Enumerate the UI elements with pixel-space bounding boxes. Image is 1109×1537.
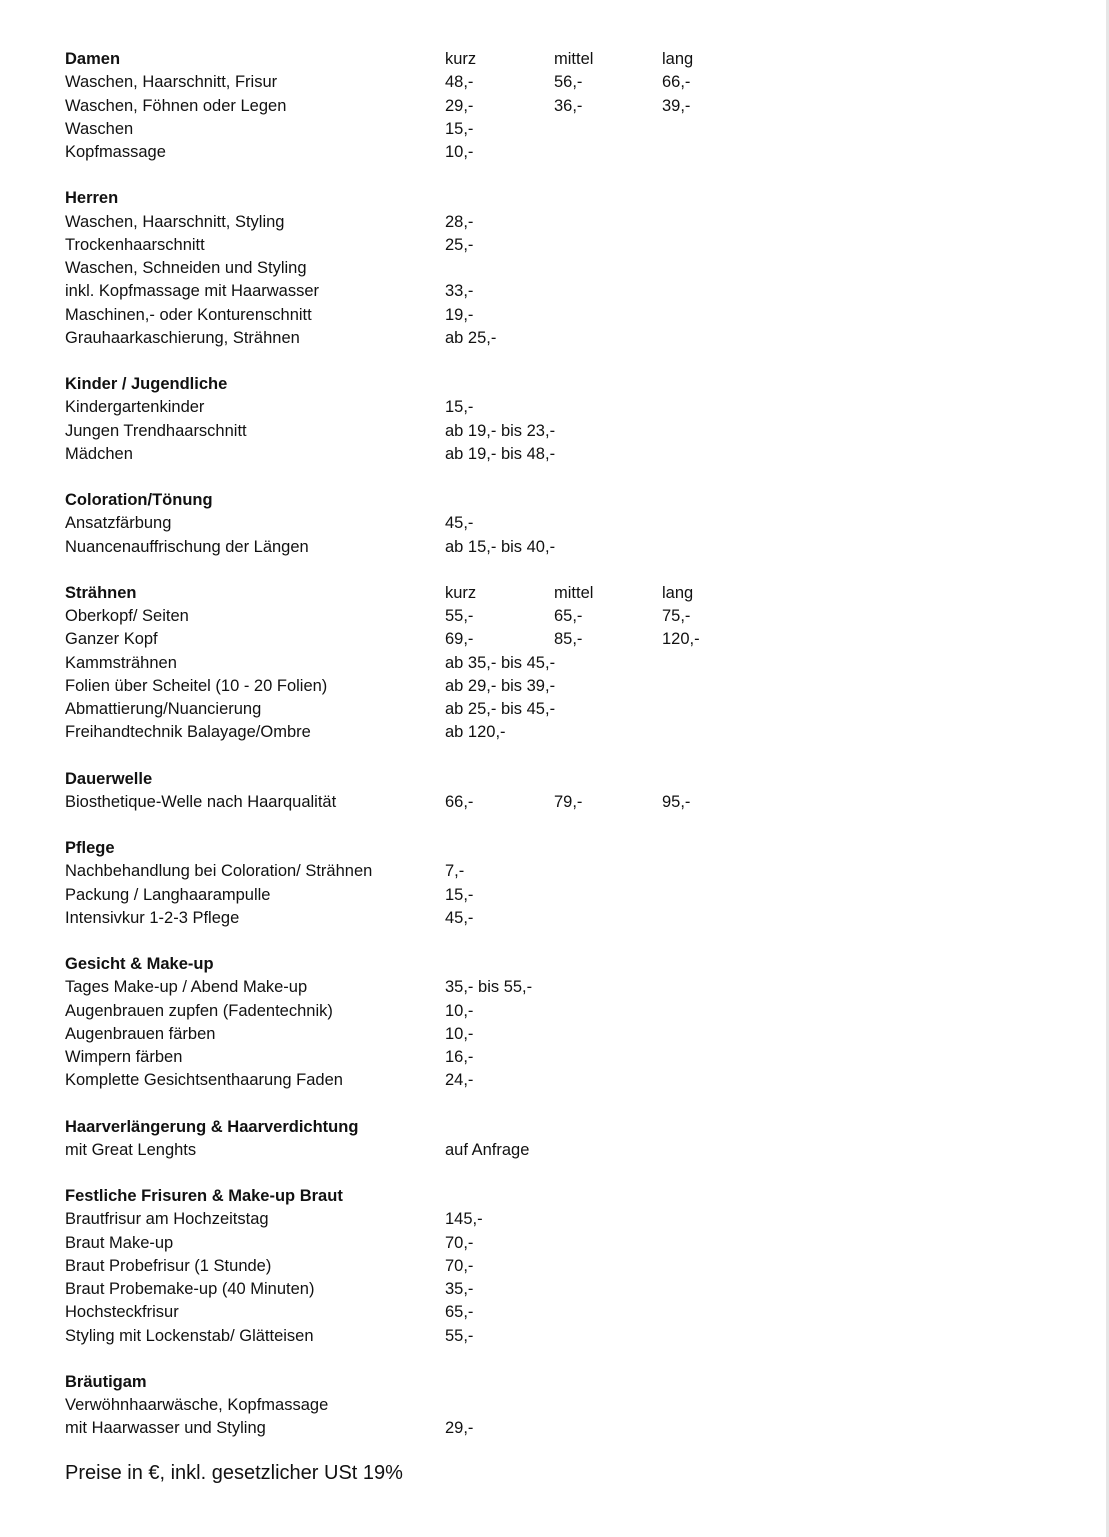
price-section [65, 48, 1065, 164]
service-label: Waschen, Haarschnitt, Frisur [65, 73, 278, 92]
service-label: Augenbrauen färben [65, 1024, 216, 1043]
price-row [65, 512, 1065, 535]
price-value: 55,- [445, 1326, 474, 1345]
service-label: Mädchen [65, 444, 133, 463]
price-value: ab 29,- bis 39,- [445, 676, 556, 695]
service-label: Waschen [65, 119, 134, 138]
section-heading-row [65, 1371, 1065, 1394]
column-header: mittel [554, 583, 594, 602]
price-row [65, 1139, 1065, 1162]
price-row [65, 907, 1065, 930]
price-row [65, 420, 1065, 443]
column-header: kurz [445, 50, 477, 68]
price-row [65, 211, 1065, 234]
price-row [65, 1325, 1065, 1348]
section-title: Gesicht & Make-up [65, 955, 214, 973]
price-row [65, 791, 1065, 814]
service-label: Tages Make-up / Abend Make-up [65, 978, 308, 997]
price-row [65, 304, 1065, 327]
service-label: Augenbrauen zupfen (Fadentechnik) [65, 1001, 333, 1020]
price-section [65, 373, 1065, 466]
price-row [65, 118, 1065, 141]
price-section [65, 953, 1065, 1093]
price-value: ab 15,- bis 40,- [445, 537, 556, 556]
price-value: 7,- [445, 862, 465, 881]
price-value: 120,- [662, 630, 700, 649]
price-row [65, 1394, 1065, 1417]
price-value: 65,- [445, 1303, 474, 1322]
price-value: 10,- [445, 1001, 474, 1020]
price-value: ab 19,- bis 48,- [445, 444, 556, 463]
section-heading-row [65, 837, 1065, 860]
service-label: Ansatzfärbung [65, 514, 172, 533]
service-label: Styling mit Lockenstab/ Glätteisen [65, 1326, 314, 1345]
price-value: ab 25,- bis 45,- [445, 700, 556, 718]
price-value: ab 19,- bis 23,- [445, 421, 556, 440]
service-label: Braut Probefrisur (1 Stunde) [65, 1256, 272, 1275]
section-heading-row [65, 48, 1065, 71]
price-row [65, 443, 1065, 466]
service-label: Brautfrisur am Hochzeitstag [65, 1210, 269, 1229]
section-title: Strähnen [65, 583, 137, 602]
price-value: 75,- [662, 607, 691, 625]
price-value: 35,- bis 55,- [445, 978, 533, 997]
price-row [65, 860, 1065, 883]
section-title: Pflege [65, 839, 115, 857]
service-label: Grauhaarkaschierung, Strähnen [65, 328, 300, 347]
price-row [65, 675, 1065, 698]
price-value: 65,- [554, 607, 583, 625]
service-label: Kopfmassage [65, 143, 166, 161]
price-value: 39,- [662, 96, 691, 115]
section-heading-row [65, 1116, 1065, 1139]
price-row [65, 327, 1065, 350]
section-title: Coloration/Tönung [65, 491, 213, 509]
section-title: Bräutigam [65, 1372, 147, 1391]
price-list [65, 48, 1065, 1464]
price-row [65, 605, 1065, 628]
price-value: 45,- [445, 908, 474, 927]
section-heading-row [65, 1185, 1065, 1208]
price-value: 16,- [445, 1048, 474, 1066]
price-row [65, 234, 1065, 257]
price-row [65, 1417, 1065, 1440]
price-value: 45,- [445, 514, 474, 533]
price-row [65, 721, 1065, 744]
service-label: Intensivkur 1-2-3 Pflege [65, 908, 240, 927]
price-value: ab 25,- [445, 328, 497, 347]
price-row [65, 976, 1065, 999]
price-section [65, 837, 1065, 930]
price-row [65, 1023, 1065, 1046]
section-heading-row [65, 187, 1065, 210]
service-label: inkl. Kopfmassage mit Haarwasser [65, 282, 320, 301]
service-label: Braut Make-up [65, 1233, 174, 1252]
price-value: 56,- [554, 73, 583, 92]
price-value: ab 35,- bis 45,- [445, 653, 556, 672]
section-title: Festliche Frisuren & Make-up Braut [65, 1187, 343, 1205]
price-value: 48,- [445, 73, 474, 92]
service-label: Kammsträhnen [65, 653, 177, 672]
price-value: 85,- [554, 630, 583, 649]
price-value: 15,- [445, 119, 474, 138]
service-label: Wimpern färben [65, 1048, 183, 1066]
price-value: 36,- [554, 96, 583, 115]
section-heading-row [65, 373, 1065, 396]
price-value: 35,- [445, 1280, 474, 1298]
column-header: lang [662, 50, 694, 68]
price-section [65, 768, 1065, 815]
service-label: Maschinen,- oder Konturenschnitt [65, 305, 312, 324]
price-value: 29,- [445, 96, 474, 115]
section-title: Kinder / Jugendliche [65, 375, 228, 393]
price-value: 70,- [445, 1256, 474, 1275]
price-value: 15,- [445, 885, 474, 904]
price-row [65, 396, 1065, 419]
price-row [65, 141, 1065, 164]
price-row [65, 698, 1065, 721]
price-section [65, 1116, 1065, 1163]
price-value: 55,- [445, 607, 474, 625]
service-label: Hochsteckfrisur [65, 1303, 179, 1322]
price-value: 70,- [445, 1233, 474, 1252]
price-section [65, 1371, 1065, 1441]
price-value: 28,- [445, 212, 474, 231]
section-heading-row [65, 489, 1065, 512]
price-value: 33,- [445, 282, 474, 301]
section-heading-row [65, 768, 1065, 791]
service-label: mit Haarwasser und Styling [65, 1419, 266, 1438]
service-label: Trockenhaarschnitt [65, 235, 205, 254]
service-label: Waschen, Föhnen oder Legen [65, 96, 287, 115]
price-row [65, 1278, 1065, 1301]
service-label: Ganzer Kopf [65, 630, 158, 649]
column-header: kurz [445, 583, 477, 602]
price-value: 10,- [445, 143, 474, 161]
service-label: Abmattierung/Nuancierung [65, 700, 262, 718]
section-title: Dauerwelle [65, 769, 153, 788]
price-value: 66,- [662, 73, 691, 92]
price-row [65, 652, 1065, 675]
service-label: Folien über Scheitel (10 - 20 Folien) [65, 676, 328, 695]
service-label: Nachbehandlung bei Coloration/ Strähnen [65, 862, 373, 881]
section-title: Damen [65, 50, 121, 68]
price-value: 19,- [445, 305, 474, 324]
price-row [65, 95, 1065, 118]
service-label: Jungen Trendhaarschnitt [65, 421, 247, 440]
service-label: mit Great Lenghts [65, 1140, 197, 1159]
price-row [65, 257, 1065, 280]
section-title: Haarverlängerung & Haarverdichtung [65, 1117, 359, 1136]
price-row [65, 280, 1065, 303]
price-value: 24,- [445, 1071, 474, 1090]
service-label: Waschen, Schneiden und Styling [65, 259, 307, 277]
service-label: Packung / Langhaarampulle [65, 885, 271, 904]
price-row [65, 1000, 1065, 1023]
price-row [65, 1046, 1065, 1069]
service-label: Biosthetique-Welle nach Haarqualität [65, 792, 337, 811]
column-header: lang [662, 583, 694, 602]
price-row [65, 1255, 1065, 1278]
service-label: Nuancenauffrischung der Längen [65, 537, 309, 556]
service-label: Oberkopf/ Seiten [65, 607, 189, 625]
price-value: 15,- [445, 398, 474, 417]
price-row [65, 884, 1065, 907]
price-row [65, 536, 1065, 559]
service-label: Komplette Gesichtsenthaarung Faden [65, 1071, 343, 1090]
price-value: 29,- [445, 1419, 474, 1438]
price-value: 66,- [445, 792, 474, 811]
price-value: ab 120,- [445, 723, 506, 742]
price-section [65, 187, 1065, 350]
price-row [65, 1208, 1065, 1231]
price-footnote: Preise in €, inkl. gesetzlicher USt 19% [65, 1462, 403, 1484]
price-value: 69,- [445, 630, 474, 649]
price-value: 25,- [445, 235, 474, 254]
price-row [65, 71, 1065, 94]
price-row [65, 1232, 1065, 1255]
section-heading-row [65, 582, 1065, 605]
price-section [65, 489, 1065, 559]
price-value: 10,- [445, 1024, 474, 1043]
service-label: Waschen, Haarschnitt, Styling [65, 212, 285, 231]
service-label: Braut Probemake-up (40 Minuten) [65, 1280, 315, 1298]
section-heading-row [65, 953, 1065, 976]
service-label: Freihandtechnik Balayage/Ombre [65, 723, 311, 742]
section-title: Herren [65, 189, 119, 208]
service-label: Verwöhnhaarwäsche, Kopfmassage [65, 1396, 329, 1414]
price-section [65, 1185, 1065, 1348]
price-value: 145,- [445, 1210, 483, 1229]
service-label: Kindergartenkinder [65, 398, 205, 417]
price-row [65, 1301, 1065, 1324]
price-row [65, 1069, 1065, 1092]
price-value: 79,- [554, 792, 583, 811]
price-section [65, 582, 1065, 745]
price-value: 95,- [662, 792, 691, 811]
price-row [65, 628, 1065, 651]
price-value: auf Anfrage [445, 1140, 530, 1159]
column-header: mittel [554, 50, 594, 68]
